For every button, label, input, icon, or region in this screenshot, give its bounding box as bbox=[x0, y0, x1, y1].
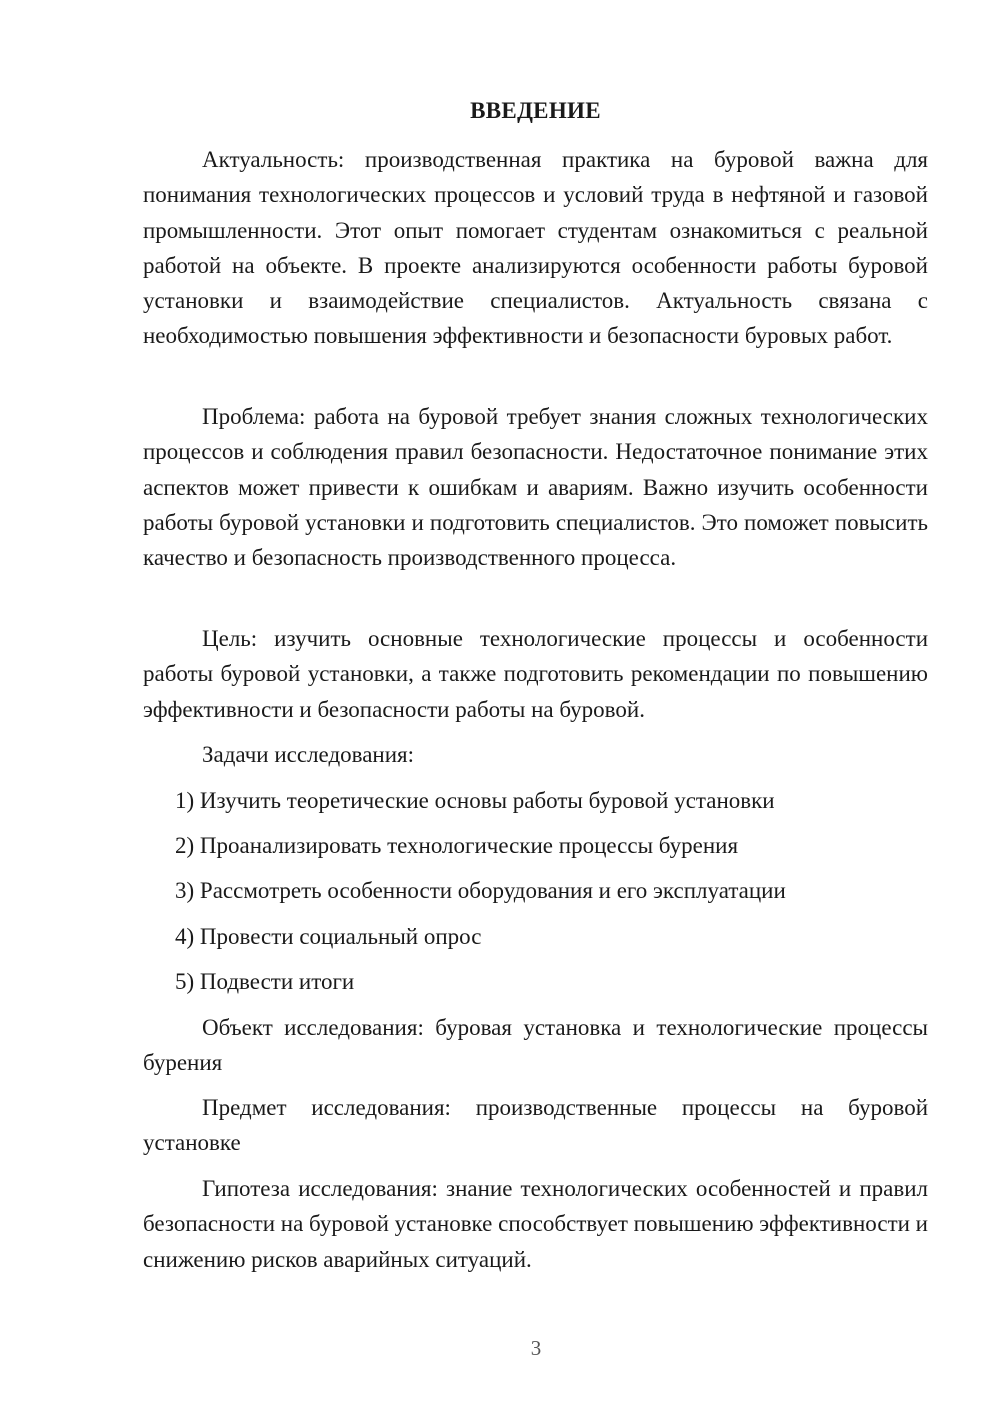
paragraph-relevance: Актуальность: производственная практика на буровой важна для понимания технологических процессов и условий труда в нефтяной и газовой промышленности. Этот опыт помогает студентам ознакомиться с реальной работой на объекте. В проекте анализируются особенности работы буровой установки и взаимодействие специалистов. Актуальность связана с необходимостью повышения эффективности и безопасности буровых работ. bbox=[143, 147, 928, 349]
task-item-2: 2) Проанализировать технологические процессы бурения bbox=[175, 833, 739, 858]
paragraph-subject: Предмет исследования: производственные процессы на буровой установке bbox=[143, 1095, 928, 1156]
page-number: 3 bbox=[530, 1336, 542, 1360]
task-item-1: 1) Изучить теоретические основы работы буровой установки bbox=[175, 788, 775, 813]
task-item-3: 3) Рассмотреть особенности оборудования и его эксплуатации bbox=[175, 878, 786, 903]
page-title: ВВЕДЕНИЕ bbox=[470, 98, 601, 123]
task-item-5: 5) Подвести итоги bbox=[175, 969, 355, 994]
paragraph-goal: Цель: изучить основные технологические процессы и особенности работы буровой установки, а также подготовить рекомендации по повышению эффективности и безопасности работы на буровой. bbox=[143, 626, 928, 722]
tasks-heading: Задачи исследования: bbox=[202, 742, 415, 767]
paragraph-object: Объект исследования: буровая установка и технологические процессы бурения bbox=[143, 1015, 928, 1076]
task-item-4: 4) Провести социальный опрос bbox=[175, 924, 482, 949]
paragraph-problem: Проблема: работа на буровой требует знания сложных технологических процессов и соблюдения правил безопасности. Недостаточное понимание этих аспектов может привести к ошибкам и авариям. Важно изучить особенности работы буровой установки и подготовить специалистов. Это поможет повысить качество и безопасность производственного процесса. bbox=[143, 404, 928, 571]
paragraph-hypothesis: Гипотеза исследования: знание технологических особенностей и правил безопасности на буровой установке способствует повышению эффективности и снижению рисков аварийных ситуаций. bbox=[143, 1176, 928, 1272]
